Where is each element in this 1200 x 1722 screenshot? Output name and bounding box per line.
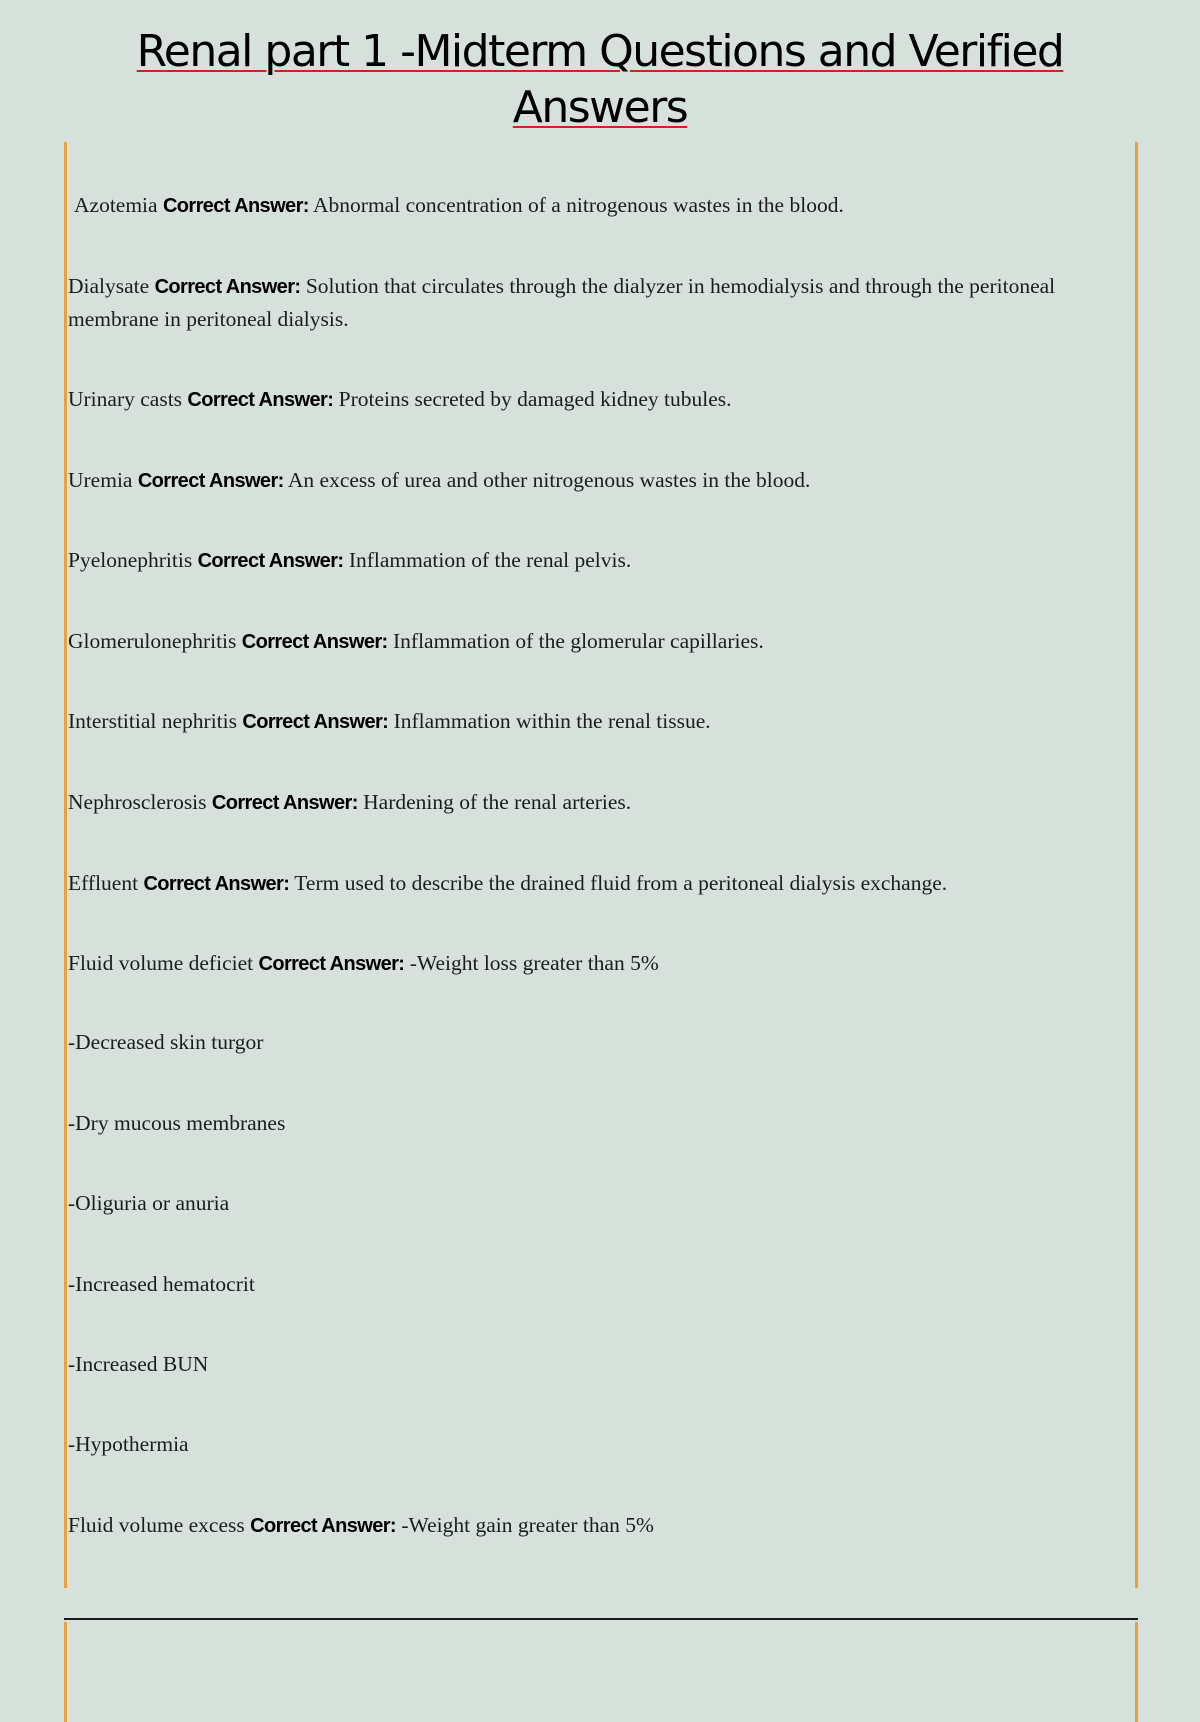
answer-label: Correct Answer:	[143, 873, 290, 895]
qa-entry	[68, 1509, 1128, 1542]
page-title	[0, 24, 1200, 136]
next-section-box	[64, 1618, 1138, 1720]
answer-label: Correct Answer:	[250, 1515, 396, 1537]
qa-entry	[68, 867, 1128, 900]
qa-term: Pyelonephritis	[68, 548, 193, 572]
qa-term: Effluent	[68, 871, 139, 895]
left-border-rule	[64, 142, 67, 1588]
qa-answer: Term used to describe the drained fluid from a peritoneal dialysis exchange.	[294, 871, 948, 895]
qa-term: Fluid volume excess	[68, 1513, 245, 1537]
list-item: -Hypothermia	[68, 1432, 189, 1456]
qa-answer: Inflammation within the renal tissue.	[393, 709, 711, 733]
qa-entry	[68, 270, 1128, 335]
qa-answer: Abnormal concentration of a nitrogenous wastes in the blood.	[313, 193, 844, 217]
answer-label: Correct Answer:	[137, 470, 284, 492]
qa-answer: An excess of urea and other nitrogenous wastes in the blood.	[287, 468, 811, 492]
title-line-1: Renal part 1 -Midterm Questions and Verified	[136, 26, 1064, 77]
qa-entry	[68, 947, 1128, 980]
qa-term: Dialysate	[68, 274, 150, 298]
right-border-rule	[1135, 142, 1138, 1588]
list-item: -Oliguria or anuria	[68, 1191, 230, 1215]
list-item: -Decreased skin turgor	[68, 1030, 264, 1054]
qa-entry	[68, 625, 1128, 658]
qa-term: Azotemia	[74, 193, 158, 217]
qa-term: Urinary casts	[68, 387, 183, 411]
qa-term: Nephrosclerosis	[68, 790, 207, 814]
answer-label: Correct Answer:	[162, 195, 309, 217]
qa-term: Uremia	[68, 468, 133, 492]
qa-entry	[68, 705, 1128, 738]
qa-entry	[74, 189, 1134, 222]
qa-term: Fluid volume deficiet	[68, 951, 254, 975]
list-item: -Increased hematocrit	[68, 1272, 255, 1296]
list-item: -Dry mucous membranes	[68, 1111, 286, 1135]
qa-answer: Solution that circulates through the dialyzer in hemodialysis and through the peritoneal membrane in peritoneal dialysis.	[68, 274, 1056, 331]
list-item: -Increased BUN	[68, 1352, 209, 1376]
qa-answer: -Weight loss greater than 5%	[409, 951, 659, 975]
qa-entry	[68, 464, 1128, 497]
qa-term: Glomerulonephritis	[68, 629, 237, 653]
box-right-rule	[1135, 1622, 1138, 1722]
qa-answer: Inflammation of the renal pelvis.	[348, 548, 632, 572]
answer-label: Correct Answer:	[187, 389, 334, 411]
answer-label: Correct Answer:	[258, 953, 405, 975]
title-line-2: Answers	[512, 82, 688, 133]
qa-entry	[68, 786, 1128, 819]
box-left-rule	[64, 1622, 67, 1722]
qa-answer: Proteins secreted by damaged kidney tubules.	[338, 387, 732, 411]
answer-label: Correct Answer:	[154, 276, 301, 298]
qa-answer: -Weight gain greater than 5%	[401, 1513, 654, 1537]
qa-answer: Hardening of the renal arteries.	[363, 790, 632, 814]
answer-label: Correct Answer:	[241, 631, 388, 653]
qa-entry	[68, 544, 1128, 577]
qa-term: Interstitial nephritis	[68, 709, 237, 733]
answer-label: Correct Answer:	[242, 711, 389, 733]
answer-label: Correct Answer:	[197, 550, 344, 572]
qa-entry	[68, 383, 1128, 416]
qa-answer: Inflammation of the glomerular capillaries.	[393, 629, 764, 653]
answer-label: Correct Answer:	[211, 792, 358, 814]
